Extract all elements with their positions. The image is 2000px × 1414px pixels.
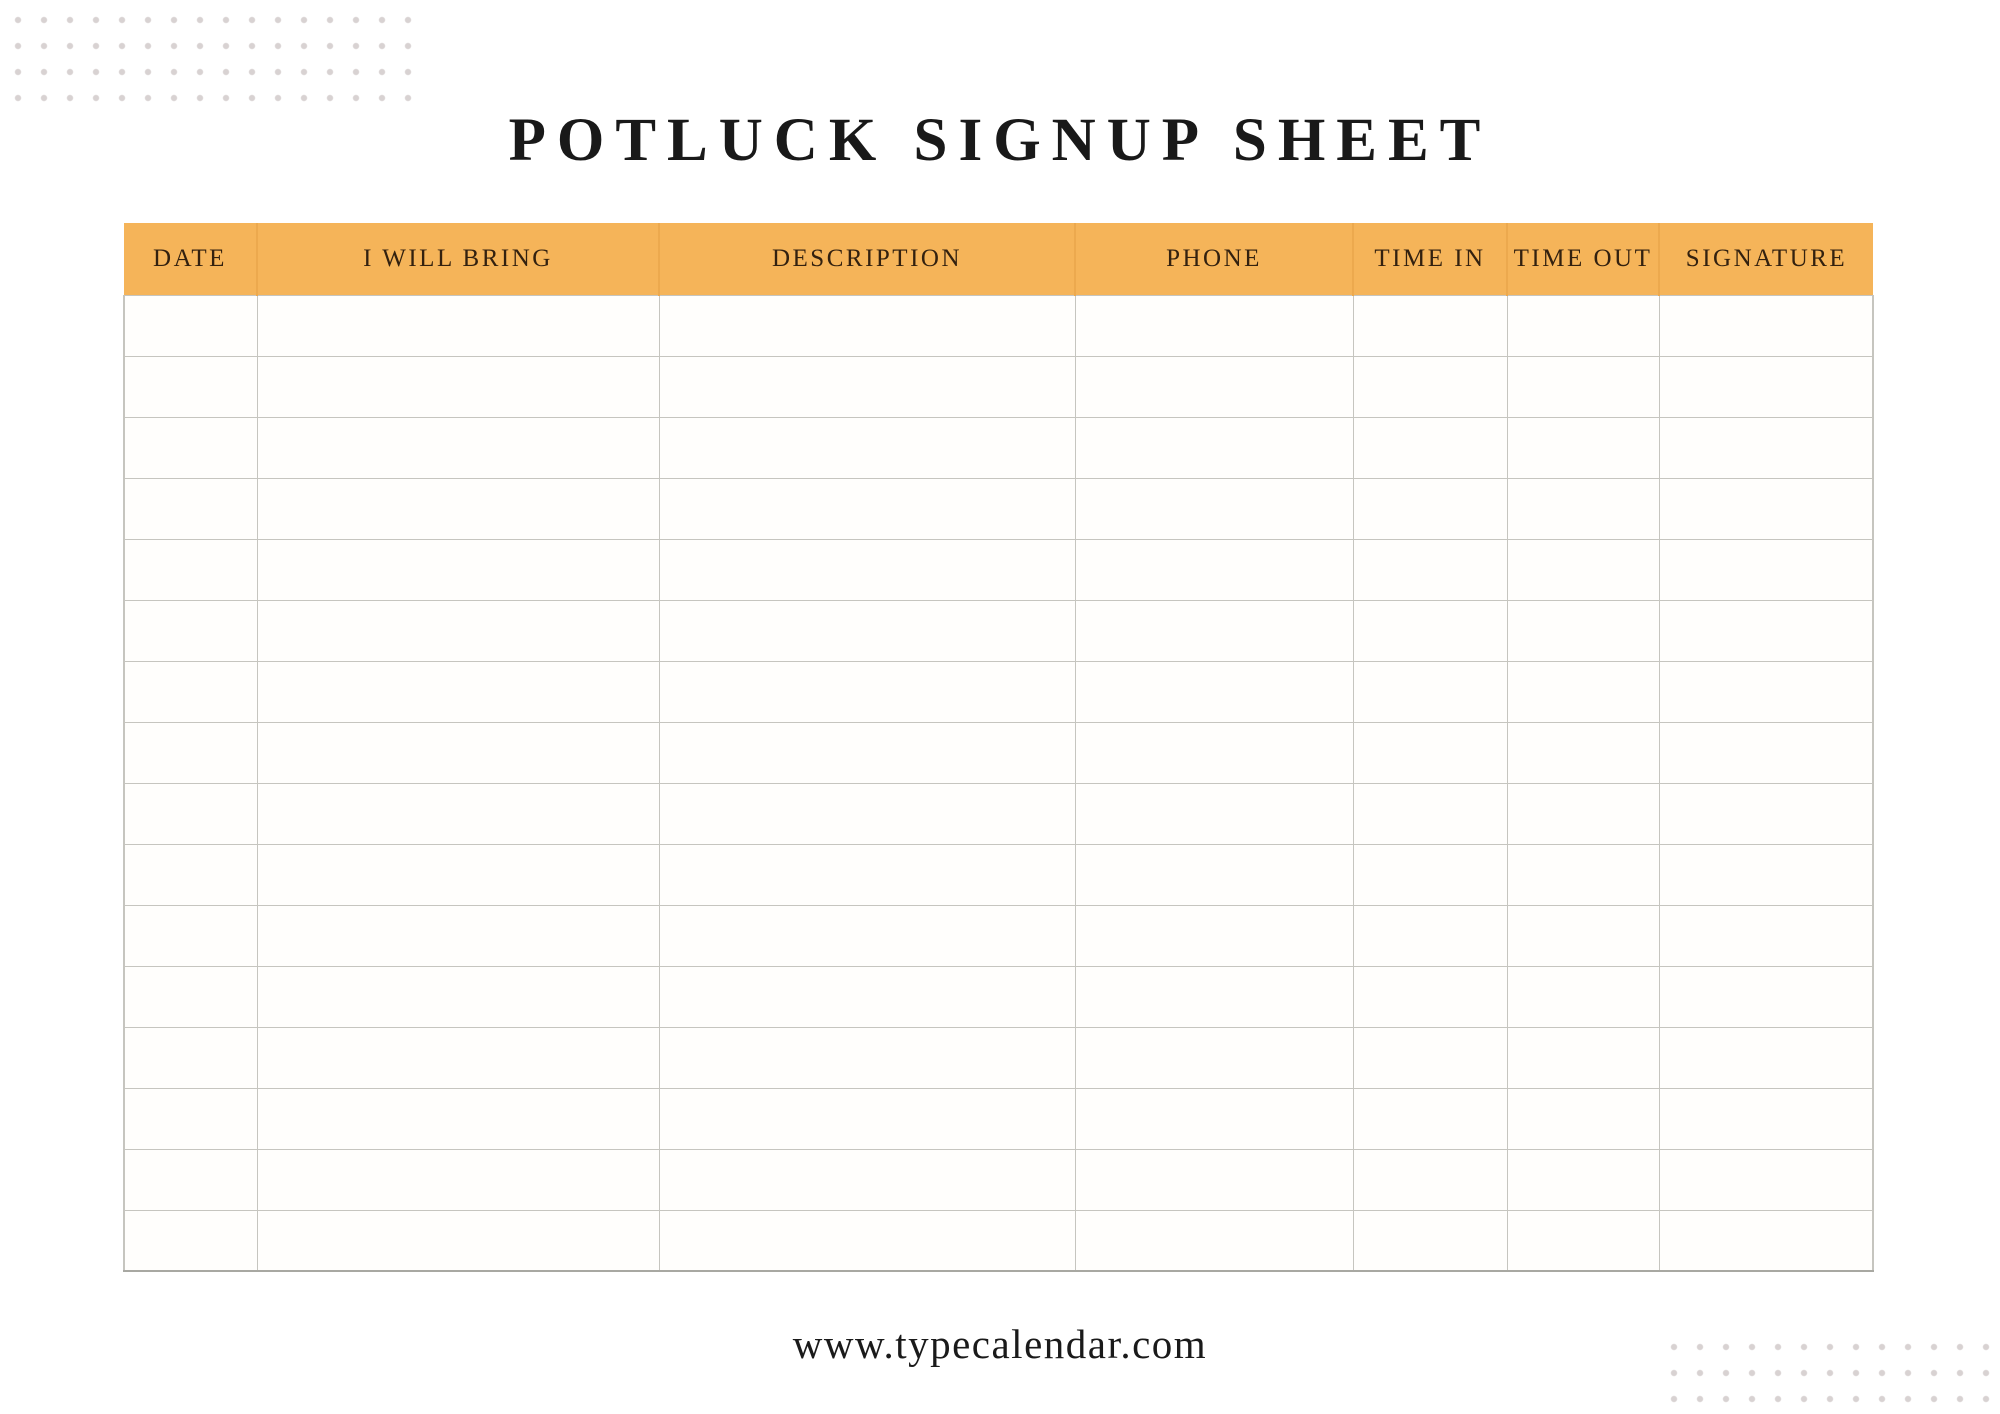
column-header-i-will-bring: I WILL BRING [257, 223, 659, 295]
table-cell[interactable] [659, 295, 1075, 356]
table-cell[interactable] [659, 722, 1075, 783]
table-row [124, 661, 1873, 722]
table-cell[interactable] [257, 966, 659, 1027]
table-cell[interactable] [257, 1210, 659, 1271]
table-cell[interactable] [1507, 600, 1659, 661]
table-cell[interactable] [1353, 478, 1507, 539]
column-header-date: DATE [124, 223, 257, 295]
table-row [124, 295, 1873, 356]
table-cell[interactable] [1353, 1210, 1507, 1271]
table-cell[interactable] [1507, 356, 1659, 417]
table-cell[interactable] [659, 966, 1075, 1027]
table-cell[interactable] [1659, 905, 1873, 966]
table-cell[interactable] [1075, 966, 1353, 1027]
table-cell[interactable] [659, 1027, 1075, 1088]
table-cell[interactable] [1507, 417, 1659, 478]
table-cell[interactable] [1075, 295, 1353, 356]
table-cell[interactable] [1659, 600, 1873, 661]
table-cell[interactable] [1075, 600, 1353, 661]
page-title: POTLUCK SIGNUP SHEET [508, 107, 1492, 174]
table-row [124, 1088, 1873, 1149]
table-cell[interactable] [124, 905, 257, 966]
column-header-signature: SIGNATURE [1659, 223, 1873, 295]
table-row [124, 1210, 1873, 1271]
table-cell[interactable] [659, 905, 1075, 966]
table-cell[interactable] [257, 722, 659, 783]
table-row [124, 356, 1873, 417]
table-cell[interactable] [659, 356, 1075, 417]
table-cell[interactable] [659, 600, 1075, 661]
table-row [124, 966, 1873, 1027]
table-cell[interactable] [257, 661, 659, 722]
table-cell[interactable] [124, 1088, 257, 1149]
table-cell[interactable] [1659, 844, 1873, 905]
table-cell[interactable] [659, 1210, 1075, 1271]
table-cell[interactable] [1353, 539, 1507, 600]
table-cell[interactable] [124, 844, 257, 905]
table-cell[interactable] [124, 1149, 257, 1210]
table-cell[interactable] [1507, 661, 1659, 722]
table-row [124, 783, 1873, 844]
dot-pattern-bottom-right [1661, 1334, 1999, 1412]
table-cell[interactable] [257, 539, 659, 600]
table-cell[interactable] [1075, 1149, 1353, 1210]
table-cell[interactable] [1507, 539, 1659, 600]
table-cell[interactable] [1075, 539, 1353, 600]
table-cell[interactable] [257, 1088, 659, 1149]
table-cell[interactable] [1507, 905, 1659, 966]
table-cell[interactable] [124, 783, 257, 844]
table-cell[interactable] [257, 478, 659, 539]
table-row [124, 1027, 1873, 1088]
table-cell[interactable] [1353, 417, 1507, 478]
table-cell[interactable] [124, 966, 257, 1027]
table-cell[interactable] [1507, 1027, 1659, 1088]
table-cell[interactable] [1353, 722, 1507, 783]
column-header-description: DESCRIPTION [659, 223, 1075, 295]
table-cell[interactable] [1659, 1149, 1873, 1210]
table-cell[interactable] [1075, 661, 1353, 722]
table-cell[interactable] [1507, 844, 1659, 905]
table-row [124, 478, 1873, 539]
table-cell[interactable] [1659, 539, 1873, 600]
table-cell[interactable] [659, 783, 1075, 844]
table-cell[interactable] [1353, 295, 1507, 356]
table-cell[interactable] [124, 417, 257, 478]
table-row [124, 844, 1873, 905]
table-cell[interactable] [659, 539, 1075, 600]
table-cell[interactable] [1659, 356, 1873, 417]
table-cell[interactable] [1507, 1088, 1659, 1149]
table-cell[interactable] [1075, 1088, 1353, 1149]
table-cell[interactable] [1659, 478, 1873, 539]
table-cell[interactable] [257, 1027, 659, 1088]
table-cell[interactable] [659, 478, 1075, 539]
table-cell[interactable] [257, 1149, 659, 1210]
table-cell[interactable] [659, 1088, 1075, 1149]
footer-url: www.typecalendar.com [792, 1321, 1208, 1367]
table-cell[interactable] [257, 905, 659, 966]
table-cell[interactable] [659, 417, 1075, 478]
table-cell[interactable] [1075, 1027, 1353, 1088]
table-row [124, 905, 1873, 966]
table-cell[interactable] [1659, 1210, 1873, 1271]
table-cell[interactable] [1507, 478, 1659, 539]
table-row [124, 722, 1873, 783]
table-row [124, 600, 1873, 661]
table-cell[interactable] [1075, 417, 1353, 478]
table-cell[interactable] [1353, 1027, 1507, 1088]
table-cell[interactable] [1353, 783, 1507, 844]
column-header-phone: PHONE [1075, 223, 1353, 295]
table-cell[interactable] [124, 539, 257, 600]
table-cell[interactable] [1659, 783, 1873, 844]
table-cell[interactable] [257, 356, 659, 417]
dot-pattern-top-left [5, 7, 422, 111]
table-row [124, 1149, 1873, 1210]
table-cell[interactable] [124, 661, 257, 722]
table-cell[interactable] [1659, 661, 1873, 722]
table-cell[interactable] [1075, 783, 1353, 844]
column-header-time-out: TIME OUT [1507, 223, 1659, 295]
table-cell[interactable] [257, 417, 659, 478]
table-row [124, 539, 1873, 600]
column-header-time-in: TIME IN [1353, 223, 1507, 295]
table-header-row [124, 223, 1873, 295]
table-cell[interactable] [1075, 478, 1353, 539]
table-cell[interactable] [1353, 600, 1507, 661]
table-cell[interactable] [1507, 783, 1659, 844]
table-cell[interactable] [257, 783, 659, 844]
table-cell[interactable] [257, 844, 659, 905]
table-cell[interactable] [659, 844, 1075, 905]
table-cell[interactable] [1353, 1149, 1507, 1210]
table-cell[interactable] [1075, 722, 1353, 783]
table-cell[interactable] [124, 295, 257, 356]
table-cell[interactable] [1353, 905, 1507, 966]
table-cell[interactable] [1353, 966, 1507, 1027]
table-cell[interactable] [1507, 295, 1659, 356]
table-cell[interactable] [124, 1210, 257, 1271]
signup-table [123, 223, 1874, 1272]
table-cell[interactable] [1075, 844, 1353, 905]
table-row [124, 417, 1873, 478]
table-cell[interactable] [1507, 966, 1659, 1027]
table-cell[interactable] [659, 661, 1075, 722]
table-cell[interactable] [1075, 905, 1353, 966]
table-cell[interactable] [1507, 1210, 1659, 1271]
table-cell[interactable] [1659, 722, 1873, 783]
table-cell[interactable] [1507, 722, 1659, 783]
table-cell[interactable] [1075, 1210, 1353, 1271]
table-cell[interactable] [1507, 1149, 1659, 1210]
table-cell[interactable] [1075, 356, 1353, 417]
table-cell[interactable] [1353, 661, 1507, 722]
table-cell[interactable] [257, 600, 659, 661]
table-cell[interactable] [1659, 966, 1873, 1027]
table-cell[interactable] [1353, 1088, 1507, 1149]
table-cell[interactable] [1659, 295, 1873, 356]
table-cell[interactable] [1659, 417, 1873, 478]
table-cell[interactable] [124, 1027, 257, 1088]
table-cell[interactable] [257, 295, 659, 356]
table-cell[interactable] [1659, 1027, 1873, 1088]
table-cell[interactable] [659, 1149, 1075, 1210]
table-cell[interactable] [124, 356, 257, 417]
table-cell[interactable] [1353, 844, 1507, 905]
table-cell[interactable] [124, 600, 257, 661]
table-cell[interactable] [124, 722, 257, 783]
table-cell[interactable] [124, 478, 257, 539]
table-cell[interactable] [1659, 1088, 1873, 1149]
table-cell[interactable] [1353, 356, 1507, 417]
